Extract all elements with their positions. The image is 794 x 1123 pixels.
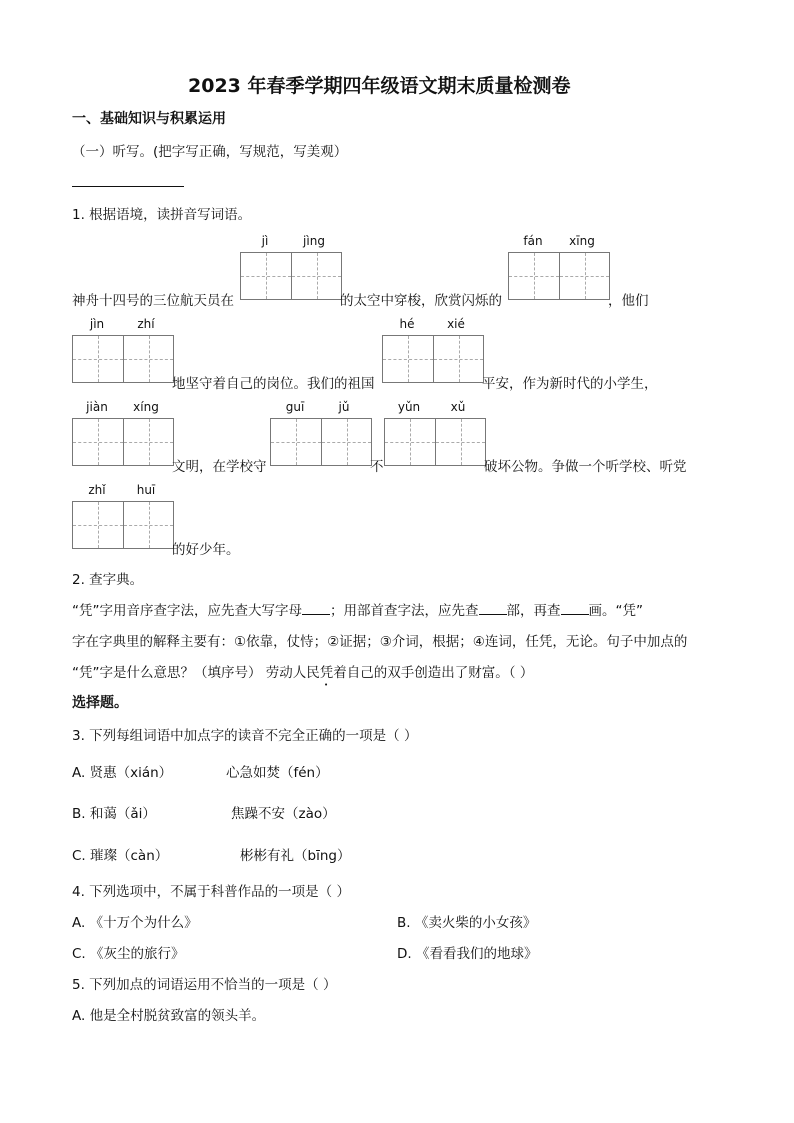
writing-grid-jijing[interactable] — [240, 252, 342, 300]
q3-stem: 3. 下列每组词语中加点字的读音不完全正确的一项是（ ） — [72, 728, 418, 744]
dictation-heading: （一）听写。(把字写正确，写规范，写美观） — [72, 144, 348, 160]
q4-option-a[interactable]: A. 《十万个为什么》 — [72, 915, 198, 931]
pinyin-label: jìng — [303, 234, 325, 248]
q3-option-a[interactable]: A. 贤惠（xián） — [72, 765, 173, 781]
passage-text: 文明，在学校守 — [172, 459, 267, 475]
pinyin-label: jì — [261, 234, 269, 248]
pinyin-label: xǔ — [450, 400, 466, 414]
q2-text: 着自己的双手创造出了财富。（ ） — [333, 665, 534, 681]
q4-option-d[interactable]: D. 《看看我们的地球》 — [397, 946, 538, 962]
q2-text: 部，再查 — [506, 603, 561, 619]
q3-option-c[interactable]: C. 璀璨（càn） — [72, 848, 169, 864]
passage-text: 不 — [370, 459, 384, 475]
passage-text: ，他们 — [608, 293, 649, 309]
writing-grid-jianxing[interactable] — [72, 418, 174, 466]
section-heading-2: 选择题。 — [72, 695, 128, 711]
pinyin-label: huī — [136, 483, 156, 497]
q5-option-a[interactable]: A. 他是全村脱贫致富的领头羊。 — [72, 1008, 266, 1024]
pinyin-label: jǔ — [338, 400, 350, 414]
q3-option-b-word2: 焦躁不安（zào） — [231, 806, 336, 822]
passage-text: 神舟十四号的三位航天员在 — [72, 293, 234, 309]
pinyin-label: hé — [399, 317, 415, 331]
writing-grid-jinzhi[interactable] — [72, 335, 174, 383]
answer-blank[interactable] — [561, 602, 589, 615]
pinyin-label: xíng — [133, 400, 159, 414]
q4-option-b[interactable]: B. 《卖火柴的小女孩》 — [397, 915, 537, 931]
passage-text: 平安，作为新时代的小学生， — [482, 376, 658, 392]
answer-blank[interactable] — [479, 602, 507, 615]
pinyin-label: guī — [285, 400, 305, 414]
writing-grid-zhihui[interactable] — [72, 501, 174, 549]
q2-text: 画。“凭” — [588, 603, 643, 619]
q2-line-3 — [72, 661, 533, 689]
q5-stem: 5. 下列加点的词语运用不恰当的一项是（ ） — [72, 977, 337, 993]
section-heading-1: 一、基础知识与积累运用 — [72, 111, 226, 127]
pinyin-label: yǔn — [397, 400, 421, 414]
q3-option-b[interactable]: B. 和蔼（ǎi） — [72, 806, 156, 822]
q3-option-c-word2: 彬彬有礼（bīng） — [240, 848, 351, 864]
q2-line-1 — [72, 599, 643, 619]
writing-grid-guiju[interactable] — [270, 418, 372, 466]
q2-line-2: 字在字典里的解释主要有：①依靠，仗恃；②证据；③介词，根据；④连词，任凭，无论。句子中加点的 — [72, 634, 688, 650]
q4-stem: 4. 下列选项中，不属于科普作品的一项是（ ） — [72, 884, 350, 900]
writing-grid-fanxing[interactable] — [508, 252, 610, 300]
exam-title: 2023 年春季学期四年级语文期末质量检测卷 — [188, 75, 571, 97]
pinyin-label: zhǐ — [88, 483, 106, 497]
passage-text: 的太空中穿梭，欣赏闪烁的 — [340, 293, 502, 309]
passage-text: 破坏公物。争做一个听学校、听党 — [484, 459, 687, 475]
writing-grid-hexie[interactable] — [382, 335, 484, 383]
separator-line — [72, 186, 184, 187]
pinyin-label: fán — [523, 234, 543, 248]
q2-text: “凭”字是什么意思？（填序号） 劳动人民 — [72, 665, 320, 681]
pinyin-label: xié — [447, 317, 465, 331]
pinyin-label: jìn — [89, 317, 105, 331]
q2-text: ；用部首查字法，应先查 — [330, 603, 479, 619]
dotted-char: 凭 — [319, 665, 334, 681]
pinyin-label: xīng — [569, 234, 595, 248]
passage-text: 的好少年。 — [172, 542, 240, 558]
pinyin-label: zhí — [137, 317, 155, 331]
q2-text: “凭”字用音序查字法，应先查大写字母 — [72, 603, 302, 619]
q4-option-c[interactable]: C. 《灰尘的旅行》 — [72, 946, 185, 962]
q3-option-a-word2: 心急如焚（fén） — [226, 765, 329, 781]
answer-blank[interactable] — [302, 602, 330, 615]
q2-stem: 2. 查字典。 — [72, 572, 144, 588]
pinyin-label: jiàn — [86, 400, 108, 414]
q1-stem: 1. 根据语境，读拼音写词语。 — [72, 207, 252, 223]
passage-text: 地坚守着自己的岗位。我们的祖国 — [172, 376, 375, 392]
writing-grid-yunxu[interactable] — [384, 418, 486, 466]
